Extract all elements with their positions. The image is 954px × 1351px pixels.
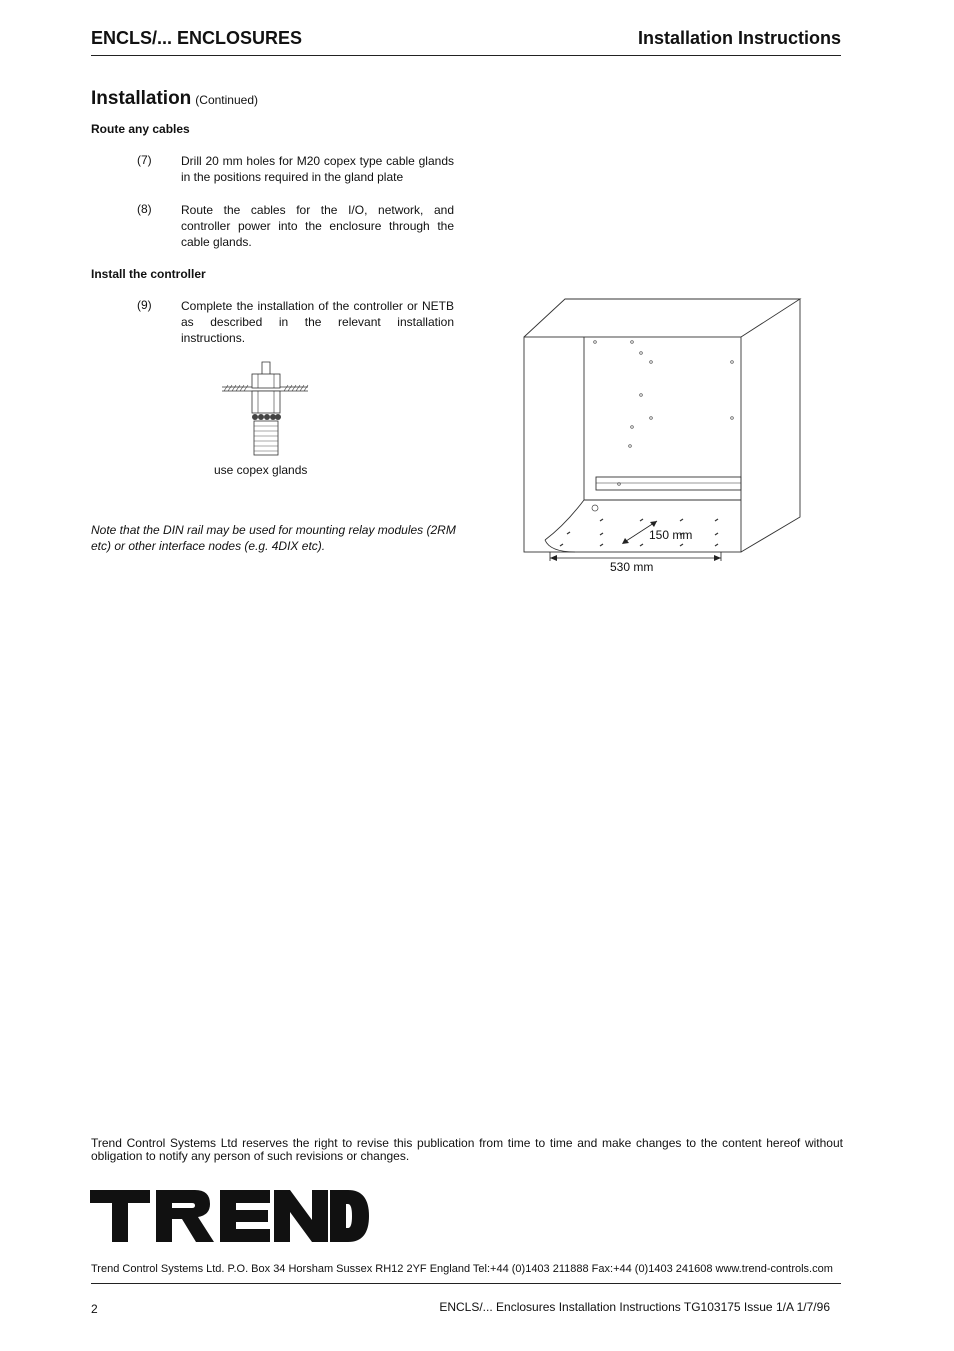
- step-9-number: (9): [137, 298, 152, 312]
- header-divider: [91, 55, 841, 56]
- step-9-text: Complete the installation of the controller or NETB as described in the relevant installation instructions.: [181, 299, 454, 345]
- section-continued: (Continued): [195, 93, 258, 107]
- document-title: ENCLS/... ENCLOSURES: [91, 28, 303, 48]
- company-address: Trend Control Systems Ltd. P.O. Box 34 Horsham Sussex RH12 2YF England Tel:+44 (0)1403 211888 Fax:+44 (0)1403 241608 www.trend-controls.com: [91, 1263, 833, 1275]
- page-number: 2: [91, 1302, 98, 1316]
- footer-disclaimer: Trend Control Systems Ltd reserves the right to revise this publication from time to time and make changes to the content hereof without obligation to notify any person of such revisions or changes.: [91, 1136, 843, 1163]
- document-reference: ENCLS/... Enclosures Installation Instructions TG103175 Issue 1/A 1/7/96: [439, 1300, 830, 1314]
- step-7-text: Drill 20 mm holes for M20 copex type cable glands in the positions required in the gland plate: [181, 154, 454, 184]
- cable-gland-illustration: [218, 360, 314, 460]
- step-8-number: (8): [137, 202, 152, 216]
- step-8-text: Route the cables for the I/O, network, and controller power into the enclosure through the cable glands.: [181, 203, 454, 249]
- document-type: Installation Instructions: [637, 28, 841, 48]
- din-rail-note: Note that the DIN rail may be used for mounting relay modules (2RM etc) or other interface nodes (e.g. 4DIX etc).: [91, 523, 456, 553]
- install-controller-heading: Install the controller: [91, 267, 206, 281]
- depth-dimension-label: 150 mm: [649, 528, 693, 542]
- section-title: [91, 88, 258, 110]
- gland-caption: use copex glands: [214, 463, 308, 477]
- route-cables-heading: Route any cables: [91, 122, 190, 136]
- trend-logo: [90, 1190, 370, 1244]
- width-dimension-label: 530 mm: [610, 560, 654, 574]
- section-title-text: Installation: [91, 88, 192, 109]
- step-7-number: (7): [137, 153, 152, 167]
- footer-divider: [91, 1283, 841, 1284]
